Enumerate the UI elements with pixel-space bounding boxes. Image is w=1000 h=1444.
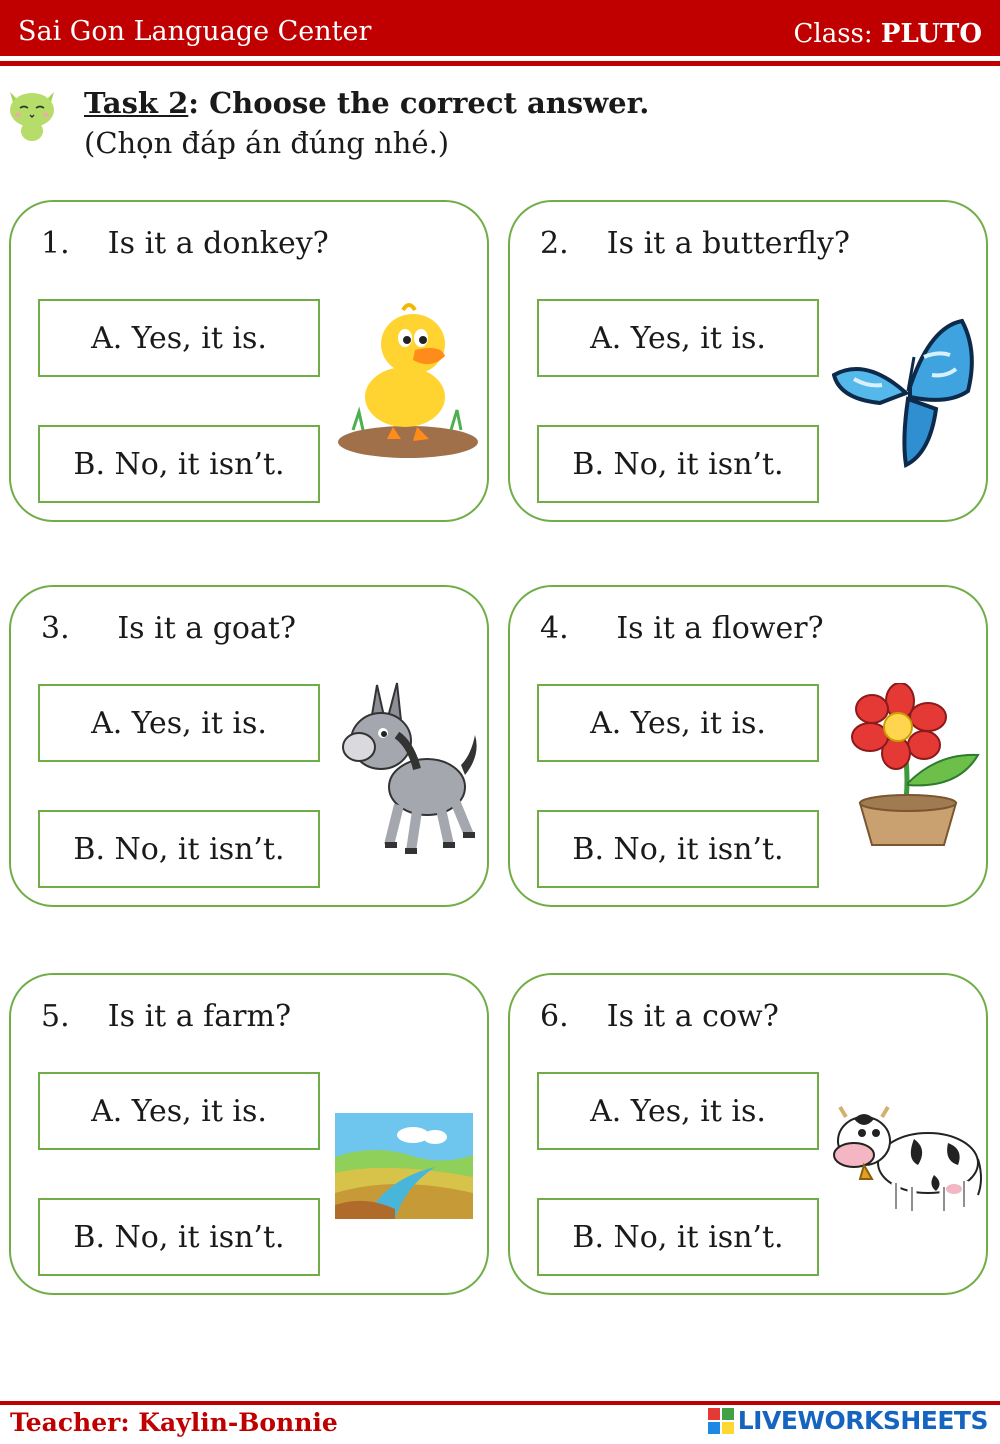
question-text-1 (41, 226, 329, 261)
task-title (84, 86, 649, 120)
question-number: 5. (41, 999, 70, 1034)
class-info (793, 19, 982, 49)
task-instruction: : Choose the correct answer. (188, 86, 650, 120)
question-label: Is it a farm? (107, 999, 292, 1034)
question-label: Is it a flower? (616, 611, 824, 646)
teacher-name: Teacher: Kaylin-Bonnie (10, 1408, 338, 1437)
option-b[interactable]: B. No, it isn’t. (38, 810, 320, 888)
question-label: Is it a donkey? (107, 226, 329, 261)
cow-picture (824, 1103, 986, 1215)
liveworksheets-brand[interactable] (708, 1406, 988, 1435)
question-text-6 (540, 999, 779, 1034)
header-bar (0, 0, 1000, 56)
question-text-5 (41, 999, 291, 1034)
question-label: Is it a butterfly? (606, 226, 850, 261)
flower-picture (840, 683, 980, 851)
question-label: Is it a goat? (117, 611, 296, 646)
question-text-2 (540, 226, 850, 261)
task-label: Task 2 (84, 86, 189, 120)
center-name: Sai Gon Language Center (18, 16, 372, 47)
question-card-1 (9, 200, 489, 522)
class-name: PLUTO (880, 19, 982, 49)
brand-name: LIVEWORKSHEETS (737, 1406, 988, 1435)
option-b[interactable]: B. No, it isn’t. (38, 1198, 320, 1276)
question-card-3 (9, 585, 489, 907)
option-b[interactable]: B. No, it isn’t. (537, 1198, 819, 1276)
option-a[interactable]: A. Yes, it is. (537, 684, 819, 762)
option-a[interactable]: A. Yes, it is. (537, 1072, 819, 1150)
question-number: 2. (540, 226, 569, 261)
option-a[interactable]: A. Yes, it is. (537, 299, 819, 377)
question-card-5 (9, 973, 489, 1295)
question-number: 6. (540, 999, 569, 1034)
option-a[interactable]: A. Yes, it is. (38, 684, 320, 762)
question-number: 4. (540, 611, 569, 646)
landscape-picture (335, 1113, 473, 1219)
donkey-picture (337, 675, 482, 857)
option-b[interactable]: B. No, it isn’t. (537, 810, 819, 888)
question-text-4 (540, 611, 824, 646)
option-a[interactable]: A. Yes, it is. (38, 299, 320, 377)
question-number: 3. (41, 611, 70, 646)
footer-rule (0, 1401, 1000, 1405)
option-a[interactable]: A. Yes, it is. (38, 1072, 320, 1150)
duck-picture (333, 302, 483, 467)
option-b[interactable]: B. No, it isn’t. (38, 425, 320, 503)
task-subtitle: (Chọn đáp án đúng nhé.) (84, 126, 450, 160)
liveworksheets-logo-icon (708, 1408, 734, 1434)
question-text-3 (41, 611, 296, 646)
class-label: Class: (793, 19, 881, 49)
header-rule (0, 61, 1000, 66)
question-card-4 (508, 585, 988, 907)
cat-icon (4, 84, 62, 142)
question-number: 1. (41, 226, 70, 261)
butterfly-picture (832, 317, 980, 472)
question-label: Is it a cow? (606, 999, 779, 1034)
question-card-6 (508, 973, 988, 1295)
option-b[interactable]: B. No, it isn’t. (537, 425, 819, 503)
question-card-2 (508, 200, 988, 522)
